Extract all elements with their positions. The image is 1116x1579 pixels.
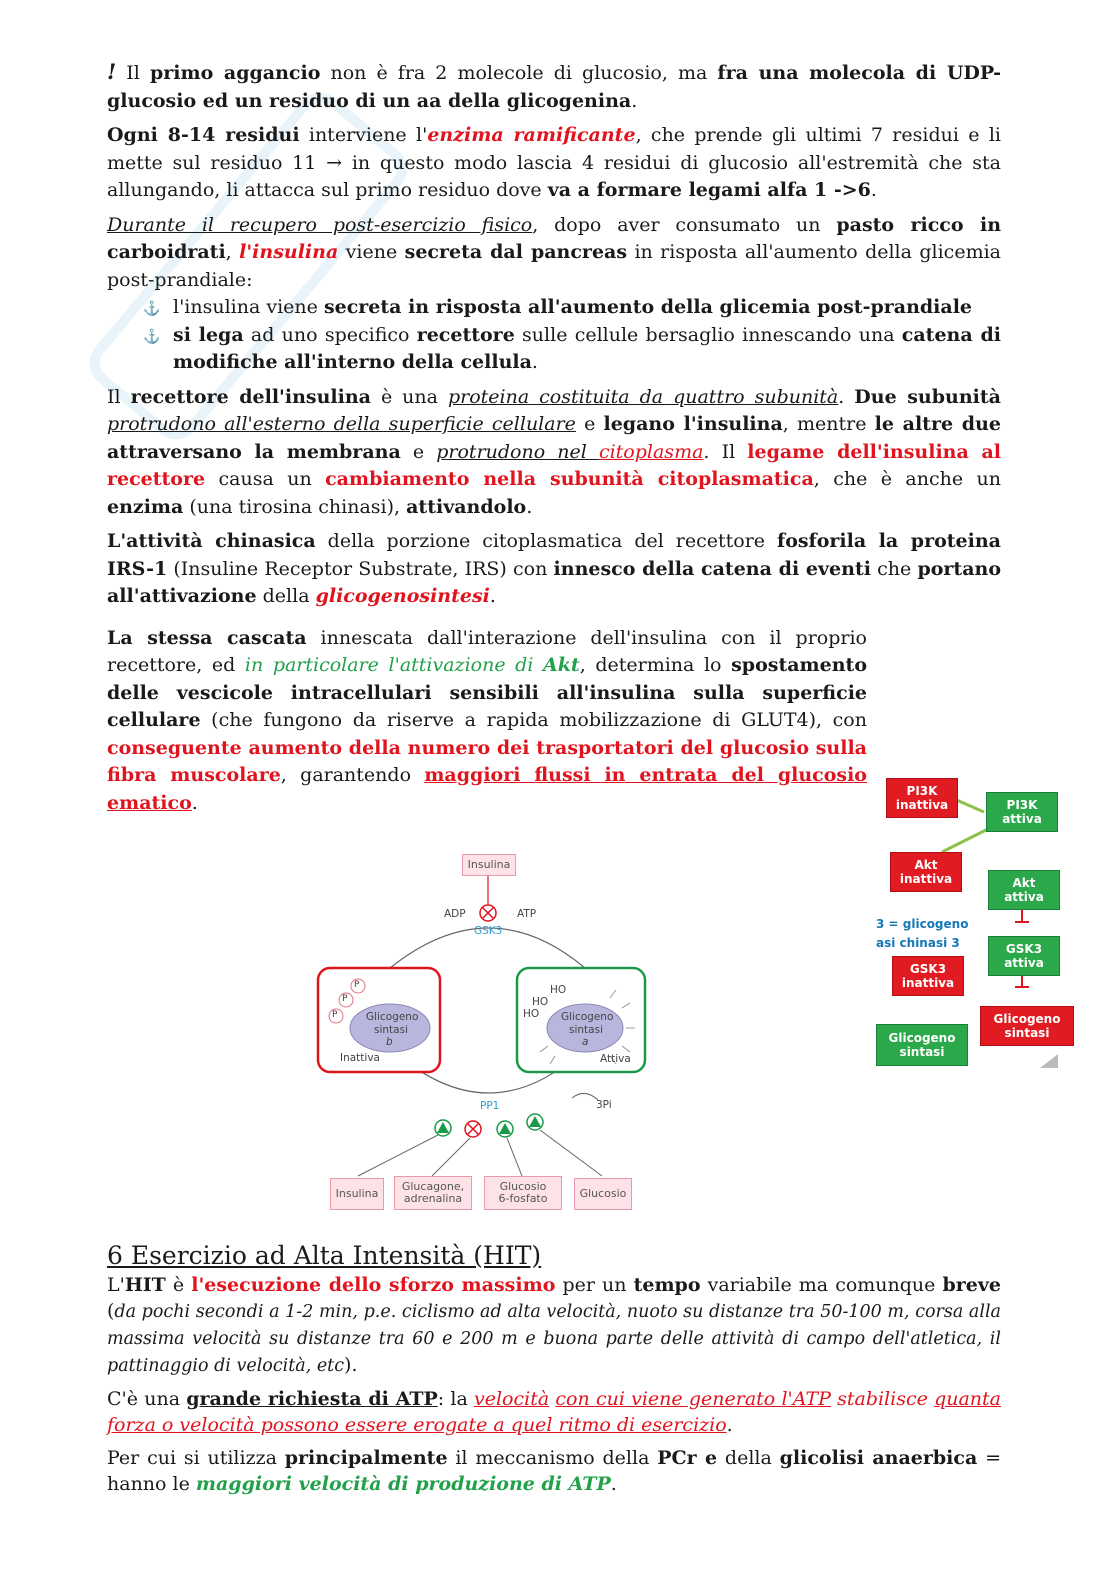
glucosio-box: Glucosio [574,1178,632,1210]
akt-inattiva-box: Akt inattiva [890,852,962,892]
glicogeno-sintasi-green-box: Glicogeno sintasi [876,1024,968,1066]
insulina-box: Insulina [330,1178,384,1210]
list-item: ⚓ l'insulina viene secreta in risposta all'aumento della glicemia post-prandiale [107,294,1001,322]
document-page [107,58,1001,817]
glucagone-box: Glucagone, adrenalina [394,1176,472,1210]
signaling-cascade-diagram: PI3K inattiva PI3K attiva Akt inattiva Akt attiva 3 = glicogeno asi chinasi 3 GSK3 attiva GSK3 inattiva Glicogeno sintasi Glicogeno sintasi [872,772,1082,1082]
paragraph-hit-definition: L'HIT è l'esecuzione dello sforzo massimo per un tempo variabile ma comunque breve (da pochi secondi a 1-2 min, p.e. ciclismo ad alta velocità, nuoto su distanze tra 50-100 m, corsa alla massima velocità su distanze tra 60 e 200 m e buona parte delle attività di campo dell'atletica, il pattinaggio di velocità, etc). [107,1274,1002,1376]
paragraph-recettore: Il recettore dell'insulina è una proteina costituita da quattro subunità. Due subunità protrudono all'esterno della superficie cellulare e legano l'insulina, mentre le altre due attraversano la membrana e protrudono nel citoplasma. Il legame dell'insulina al recettore causa un cambiamento nella subunità citoplasmatica, che è anche un enzima (una tirosina chinasi), attivandolo. [107,385,1002,518]
paragraph-enzima-ramificante: Ogni 8-14 residui interviene l'enzima ramificante, che prende gli ultimi 7 residui e li mette sul residuo 11 → in questo modo lascia 4 residui di glucosio all'estremità che sta allungando, li attacca sul primo residuo dove va a formare legami alfa 1 ->6. [107,124,1001,201]
insulina-top-box: Insulina [462,854,516,876]
paragraph-recupero: Durante il recupero post-esercizio fisico, dopo aver consumato un pasto ricco in carboidrati, l'insulina viene secreta dal pancreas in risposta all'aumento della glicemia post-prandiale: [107,213,1002,291]
pi3k-attiva-box: PI3K attiva [986,792,1058,832]
exclamation-mark: ! [107,59,117,84]
arrow-right-icon: → [326,151,343,174]
glycogen-synthase-diagram: Insulina ADP ATP GSK3 P P P HO HO HO Glicogeno sintasi b Glicogeno sintasi a Inattiva Attiva PP1 3Pi Insulina Glucagone, adrenalina Glucosio 6-fosfato Glucosio [310,848,655,1216]
glicogeno-sintasi-red-box: Glicogeno sintasi [980,1006,1074,1046]
glucosio-6-fosfato-box: Glucosio 6-fosfato [484,1176,562,1210]
bullet-arrow-icon: ⚓ [143,328,161,345]
bullet-list [107,294,1001,377]
paragraph-pcr-glicolisi: Per cui si utilizza principalmente il meccanismo della PCr e della glicolisi anaerbica = hanno le maggiori velocità di produzione di ATP. [107,1447,1001,1495]
section-title: 6 Esercizio ad Alta Intensità (HIT) [107,1241,542,1270]
paragraph-richiesta-atp: C'è una grande richiesta di ATP: la velocità con cui viene generato l'ATP stabilisce quanta forza o velocità possono essere erogate a quel ritmo di esercizio. [107,1388,1001,1436]
pi3k-inattiva-box: PI3K inattiva [886,778,958,818]
gsk3-attiva-box: GSK3 attiva [988,936,1060,976]
paragraph-primo-aggancio: ! Il primo aggancio non è fra 2 molecole di glucosio, ma fra una molecola di UDP-glucosio ed un residuo di un aa della glicogenina. [107,59,1002,112]
paragraph-stessa-cascata: La stessa cascata innescata dall'interazione dell'insulina con il proprio recettore, ed in particolare l'attivazione di Akt, determina lo spostamento delle vescicole intracellulari sensibili all'insulina sulla superficie cellulare (che fungono da riserve a rapida mobilizzazione di GLUT4), con conseguente aumento della numero dei trasportatori del glucosio sulla fibra muscolare, garantendo maggiori flussi in entrata del glucosio ematico. [107,626,867,814]
bullet-arrow-icon: ⚓ [143,301,161,317]
list-item: ⚓ si lega ad uno specifico recettore sulle cellule bersaglio innescando una catena di modifiche all'interno della cellula. [143,323,1001,373]
paragraph-attivita-chinasica: L'attività chinasica della porzione citoplasmatica del recettore fosforila la proteina IRS-1 (Insuline Receptor Substrate, IRS) con innesco della catena di eventi che portano all'attivazione della glicogenosintesi. [107,530,1002,607]
section-hit [107,1240,1001,1497]
akt-attiva-box: Akt attiva [988,870,1060,910]
gsk3-inattiva-box: GSK3 inattiva [892,956,964,996]
